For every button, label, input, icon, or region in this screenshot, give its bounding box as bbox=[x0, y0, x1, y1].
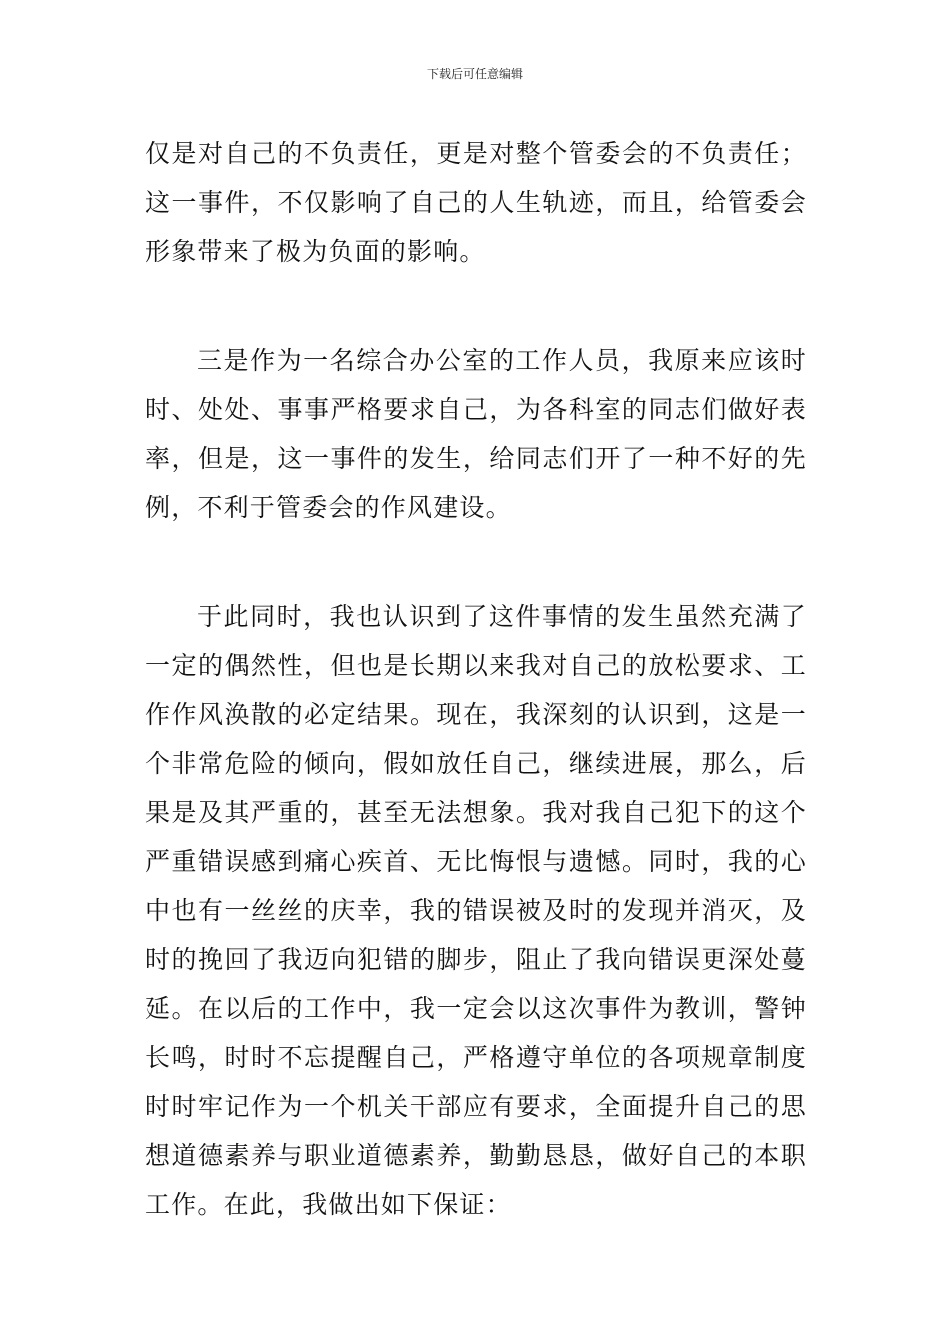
paragraph-line: 率，但是，这一事件的发生，给同志们开了一种不好的先 bbox=[145, 444, 807, 473]
paragraph-1 bbox=[145, 129, 807, 276]
paragraph-line: 工作。在此，我做出如下保证： bbox=[145, 1190, 512, 1219]
paragraph-line: 作作风涣散的必定结果。现在，我深刻的认识到，这是一 bbox=[145, 700, 807, 729]
paragraph-line: 三是作为一名综合办公室的工作人员，我原来应该时 bbox=[197, 346, 807, 375]
paragraph-line: 中也有一丝丝的庆幸，我的错误被及时的发现并消灭，及 bbox=[145, 896, 807, 925]
paragraph-line: 时时牢记作为一个机关干部应有要求，全面提升自己的思 bbox=[145, 1092, 807, 1121]
paragraph-line: 延。在以后的工作中，我一定会以这次事件为教训，警钟 bbox=[145, 994, 807, 1023]
paragraph-3 bbox=[145, 592, 807, 1229]
paragraph-spacer bbox=[145, 532, 807, 592]
page-header: 下载后可任意编辑 bbox=[426, 67, 523, 81]
paragraph-line: 时、处处、事事严格要求自己，为各科室的同志们做好表 bbox=[145, 395, 807, 424]
paragraph-2 bbox=[145, 336, 807, 532]
paragraph-line: 严重错误感到痛心疾首、无比悔恨与遗憾。同时，我的心 bbox=[145, 847, 807, 876]
paragraph-line: 想道德素养与职业道德素养，勤勤恳恳，做好自己的本职 bbox=[145, 1141, 807, 1170]
paragraph-spacer bbox=[145, 276, 807, 336]
paragraph-line: 例，不利于管委会的作风建设。 bbox=[145, 493, 512, 522]
paragraph-line: 这一事件，不仅影响了自己的人生轨迹，而且，给管委会 bbox=[145, 188, 807, 217]
paragraph-line: 果是及其严重的，甚至无法想象。我对我自己犯下的这个 bbox=[145, 798, 807, 827]
document-body bbox=[145, 129, 807, 1229]
paragraph-line: 长鸣，时时不忘提醒自己，严格遵守单位的各项规章制度 bbox=[145, 1043, 807, 1072]
paragraph-line: 一定的偶然性，但也是长期以来我对自己的放松要求、工 bbox=[145, 651, 807, 680]
paragraph-line: 个非常危险的倾向，假如放任自己，继续进展，那么，后 bbox=[145, 749, 807, 778]
paragraph-line: 于此同时，我也认识到了这件事情的发生虽然充满了 bbox=[197, 602, 807, 631]
paragraph-line: 时的挽回了我迈向犯错的脚步，阻止了我向错误更深处蔓 bbox=[145, 945, 807, 974]
paragraph-line: 仅是对自己的不负责任，更是对整个管委会的不负责任； bbox=[145, 139, 807, 168]
paragraph-line: 形象带来了极为负面的影响。 bbox=[145, 237, 486, 266]
